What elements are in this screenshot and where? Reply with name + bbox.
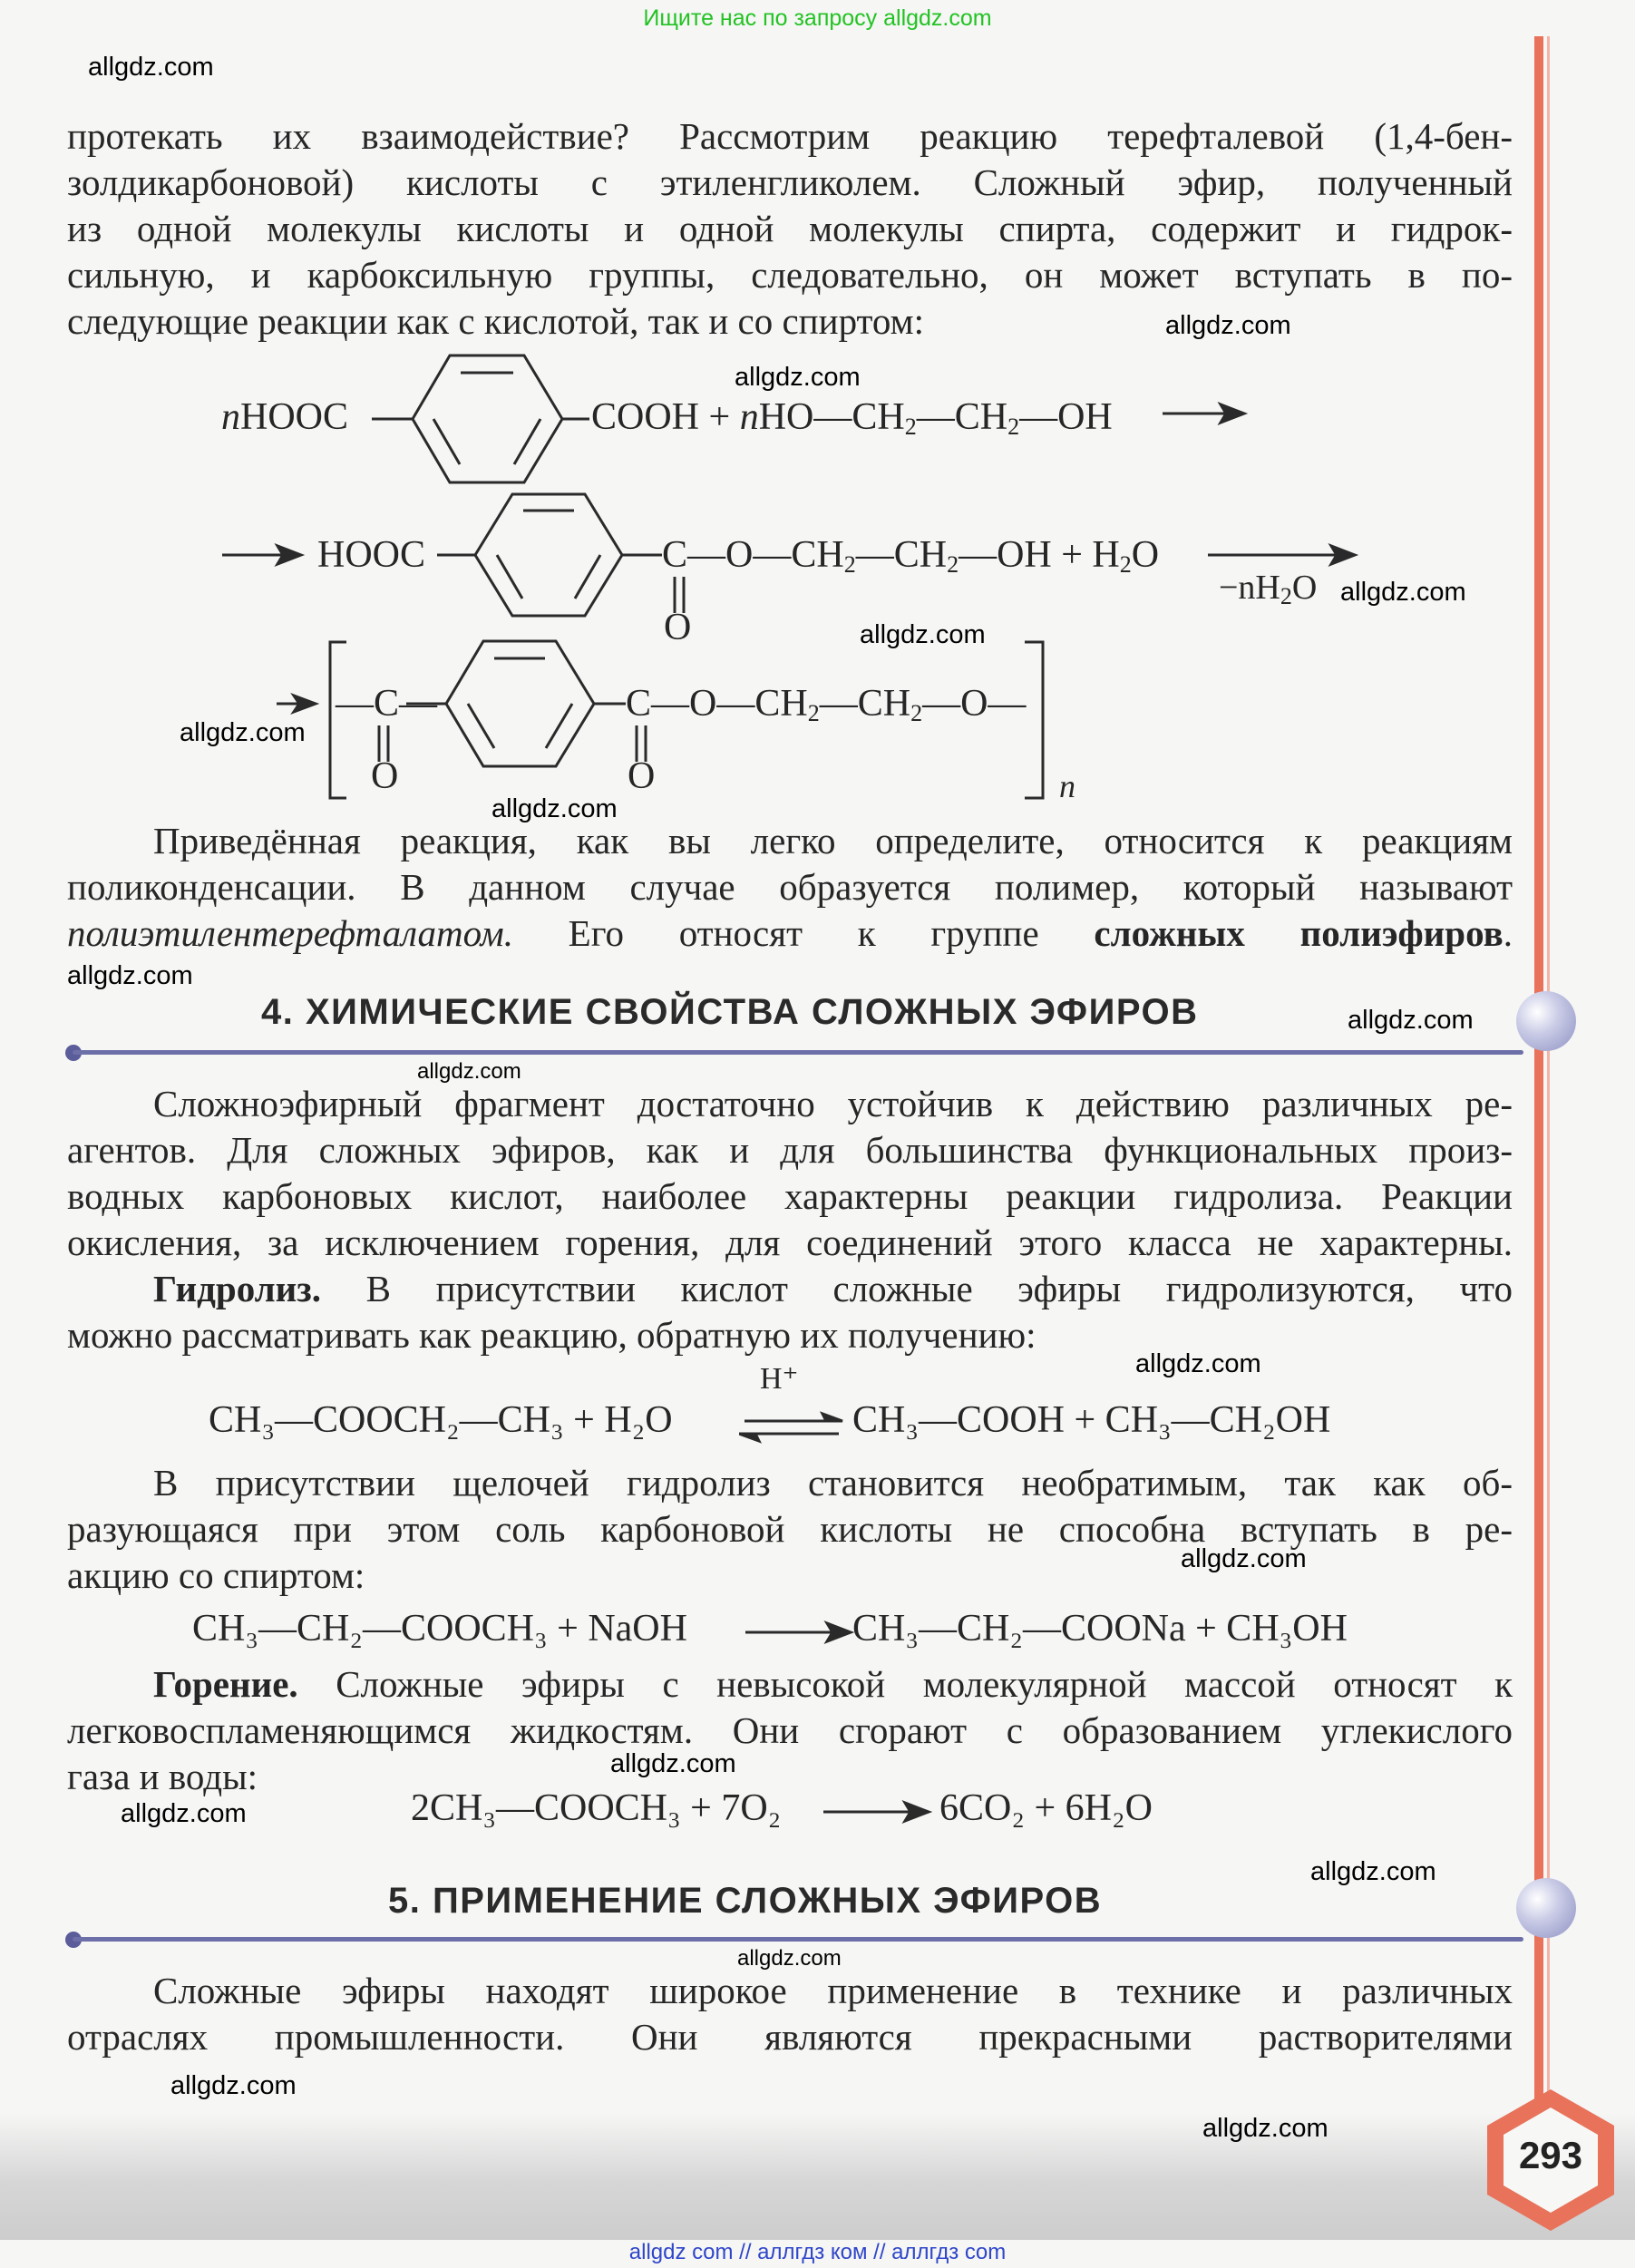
paragraph-6-line-1: Горение. Сложные эфиры с невысокой молекулярной массой относят к — [153, 1663, 1513, 1705]
page-number: 293 — [1518, 2134, 1583, 2176]
reaction3-left: —C— — [336, 683, 438, 725]
top-banner[interactable]: Ищите нас по запросу allgdz.com — [643, 5, 992, 31]
reaction1-right: COOH + $nHO—CH_2—CH_2—OH$ — [591, 396, 1113, 440]
reaction2-minus-water: $-nH_2O$ — [1219, 569, 1318, 609]
watermark: allgdz.com — [610, 1749, 736, 1778]
paragraph-7-line-1: Сложные эфиры находят широкое применение в технике и различных — [153, 1970, 1513, 2011]
paragraph-4-line-1: Гидролиз. В присутствии кислот сложные эфиры гидролизуются, что — [153, 1268, 1513, 1309]
paragraph-4-line-2: можно рассматривать как реакцию, обратную их получению: — [67, 1314, 1036, 1356]
watermark: allgdz.com — [1181, 1544, 1307, 1573]
paragraph-2-line-1: Приведённая реакция, как вы легко определите, относится к реакциям — [153, 820, 1513, 861]
watermark: allgdz.com — [1135, 1349, 1261, 1378]
paragraph-3-line-2: агентов. Для сложных эфиров, как и для большинства функциональных произ- — [67, 1129, 1513, 1171]
watermark: allgdz.com — [88, 53, 214, 82]
bracket-right — [1025, 642, 1043, 798]
paragraph-2-line-2: поликонденсации. В данном случае образуется полимер, который называют — [67, 866, 1513, 908]
reaction2-hooc: HOOC — [317, 534, 426, 576]
decorative-ball — [1516, 1878, 1576, 1938]
reaction3-n: n — [1059, 768, 1075, 804]
equation-1-catalyst: H⁺ — [760, 1362, 799, 1396]
reaction1-left: nHOOC — [221, 396, 349, 438]
section-heading-5: 5. ПРИМЕНЕНИЕ СЛОЖНЫХ ЭФИРОВ — [388, 1881, 1103, 1921]
paragraph-6-line-2: легковоспламеняющимся жидкостям. Они сгорают с образованием углекислого — [67, 1709, 1513, 1751]
paragraph-3-line-3: водных карбоновых кислот, наиболее характерны реакции гидролиза. Реакции — [67, 1175, 1513, 1217]
reaction3-chain: $C—O—CH_2—CH_2—O—$ — [626, 683, 1027, 726]
paragraph-5-line-1: В присутствии щелочей гидролиз становится необратимым, так как об- — [153, 1462, 1513, 1504]
watermark: allgdz.com — [737, 1946, 842, 1971]
equation-2-left: CH₃—CH₂—COOCH₃ + NaOH — [192, 1608, 687, 1650]
paragraph-3-line-1: Сложноэфирный фрагмент достаточно устойчив к действию различных ре- — [153, 1083, 1513, 1124]
section-heading-4: 4. ХИМИЧЕСКИЕ СВОЙСТВА СЛОЖНЫХ ЭФИРОВ — [261, 992, 1199, 1032]
page-bottom-shadow — [0, 2113, 1635, 2240]
reaction3-carbonyl-o1: O — [371, 755, 399, 797]
equation-1-right: CH₃—COOH + CH₃—CH₂OH — [852, 1399, 1331, 1441]
reaction-arrow-eq3 — [823, 1794, 932, 1830]
reaction-arrow-eq2 — [745, 1614, 854, 1650]
reaction2-carbonyl-o: O — [664, 607, 692, 648]
paragraph-5-line-3: акцию со спиртом: — [67, 1554, 365, 1596]
equation-3-left: 2CH₃—COOCH₃ + 7O₂ — [411, 1787, 782, 1829]
paragraph-1-line-1: протекать их взаимодействие? Рассмотрим реакцию терефталевой (1,4-бен- — [67, 115, 1513, 157]
paragraph-7-line-2: отраслях промышленности. Они являются прекрасными растворителями — [67, 2016, 1513, 2058]
equation-1-left: CH₃—COOCH₂—CH₃ + H₂O — [209, 1399, 673, 1441]
paragraph-1-line-4: сильную, и карбоксильную группы, следовательно, он может вступать в по- — [67, 254, 1513, 296]
equilibrium-arrows — [739, 1410, 848, 1446]
reaction2-chain: $C—O—CH_2—CH_2—OH + H_2O$ — [662, 534, 1160, 578]
watermark: allgdz.com — [170, 2071, 297, 2100]
watermark: allgdz.com — [1340, 578, 1466, 607]
watermark: allgdz.com — [180, 718, 306, 747]
heading-underline — [73, 1050, 1523, 1055]
watermark: allgdz.com — [1165, 311, 1291, 340]
watermark: allgdz.com — [735, 363, 861, 392]
paragraph-1-line-5: следующие реакции как с кислотой, так и со спиртом: — [67, 300, 924, 342]
watermark: allgdz.com — [1202, 2114, 1328, 2143]
paragraph-5-line-2: разующаяся при этом соль карбоновой кислоты не способна вступать в ре- — [67, 1508, 1513, 1550]
equation-2-right: CH₃—CH₂—COONa + CH₃OH — [852, 1608, 1348, 1650]
watermark: allgdz.com — [121, 1799, 247, 1828]
paragraph-1-line-2: золдикарбоновой) кислоты с этиленгликолем. Сложный эфир, полученный — [67, 161, 1513, 203]
bottom-banner[interactable]: allgdz com // аллгдз ком // аллгдз com — [628, 2240, 1007, 2264]
paragraph-2-line-3: полиэтилентерефталатом. Его относят к группе сложных полиэфиров. — [67, 912, 1513, 954]
watermark: allgdz.com — [1310, 1857, 1436, 1886]
heading-underline — [73, 1937, 1523, 1942]
watermark: allgdz.com — [491, 794, 618, 823]
watermark: allgdz.com — [417, 1059, 521, 1084]
watermark: allgdz.com — [860, 620, 986, 649]
watermark: allgdz.com — [1348, 1006, 1474, 1035]
reaction3-carbonyl-o2: O — [628, 755, 656, 797]
paragraph-1-line-3: из одной молекулы кислоты и одной молекулы спирта, содержит и гидрок- — [67, 208, 1513, 249]
paragraph-6-line-3: газа и воды: — [67, 1756, 258, 1797]
equation-3-right: 6CO₂ + 6H₂O — [939, 1787, 1153, 1829]
decorative-ball — [1516, 991, 1576, 1051]
paragraph-3-line-4: окисления, за исключением горения, для соединений этого класса не характерны. — [67, 1222, 1513, 1263]
watermark: allgdz.com — [67, 961, 193, 990]
